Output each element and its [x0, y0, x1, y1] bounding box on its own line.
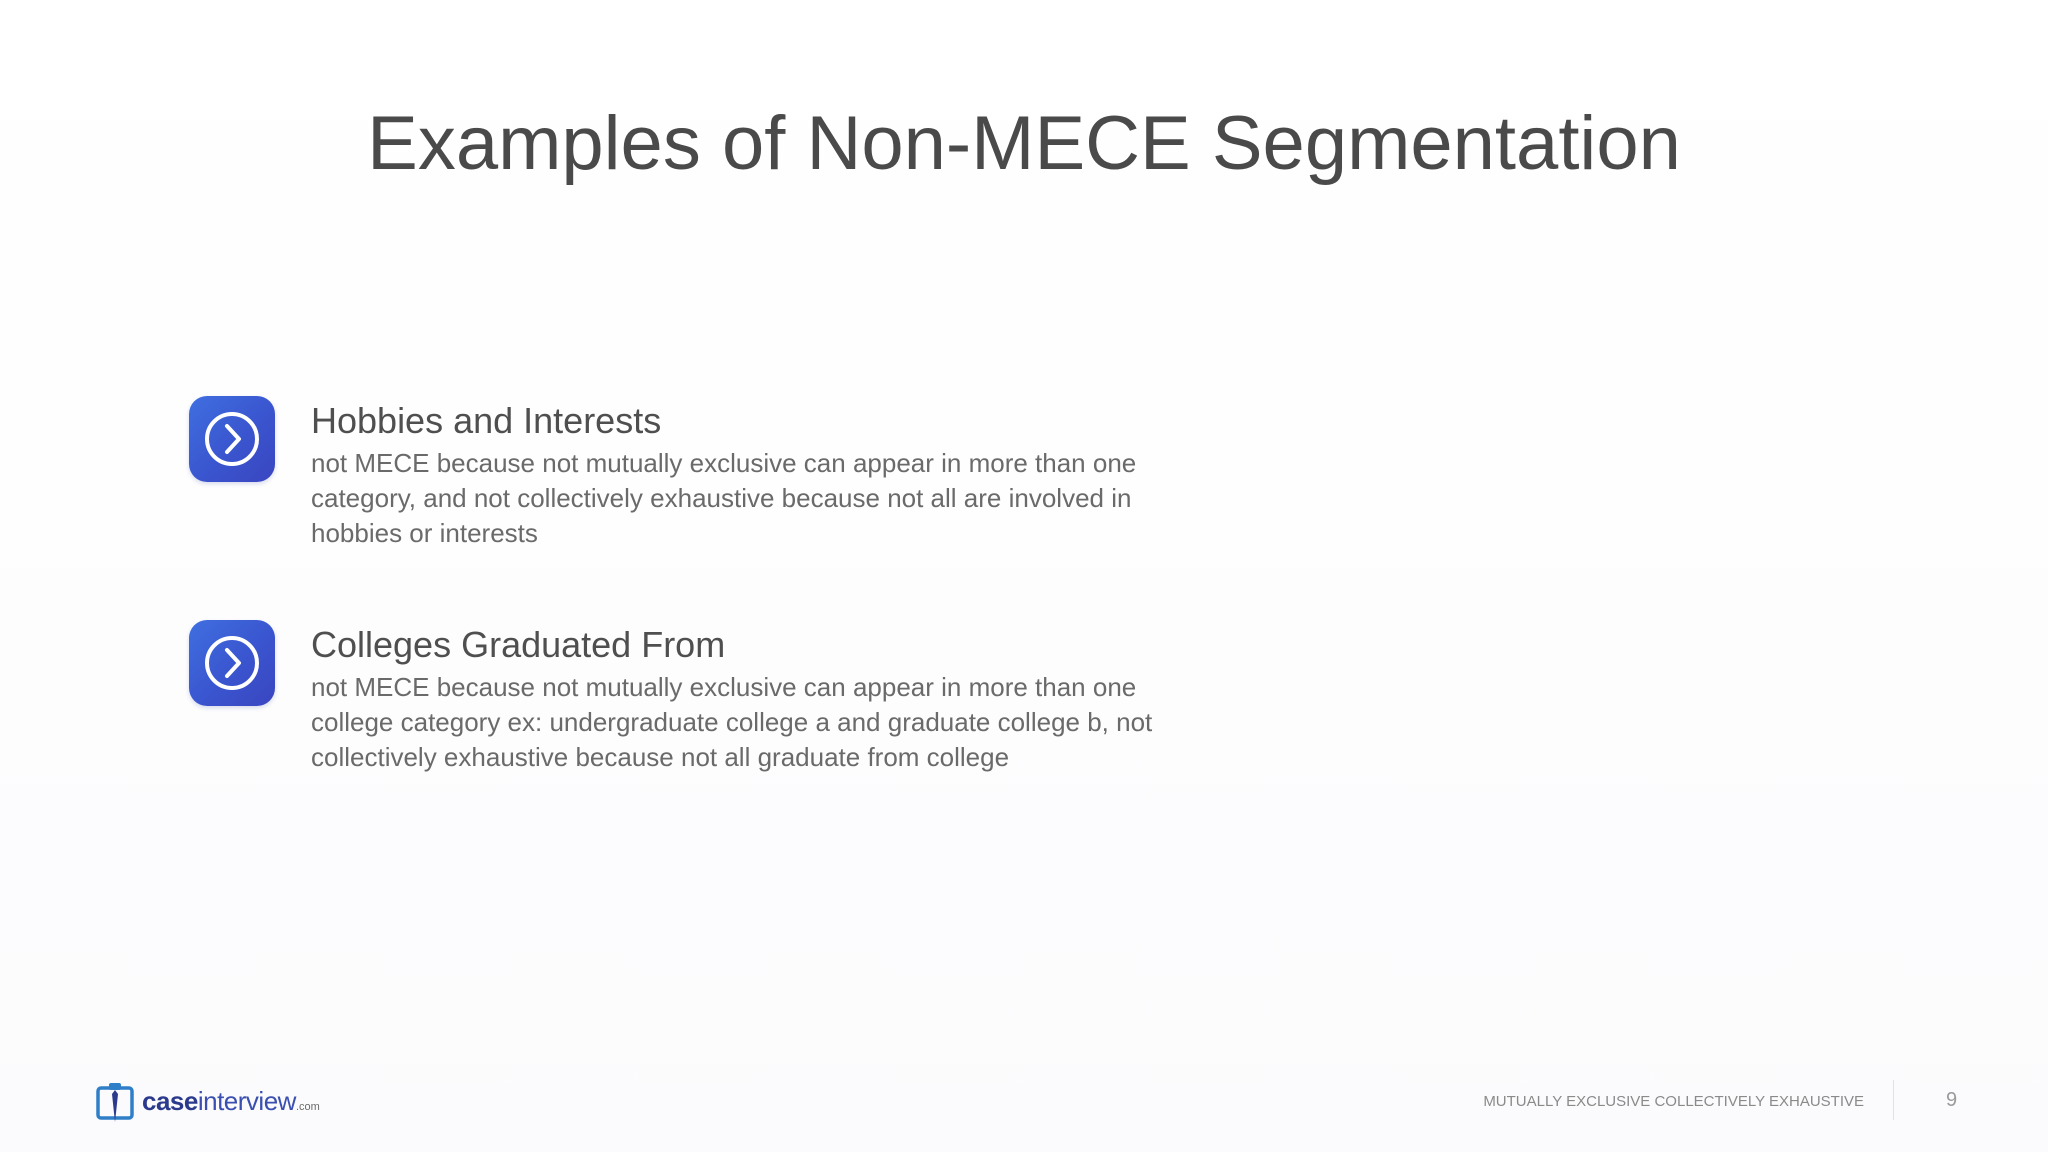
logo-wordmark — [142, 1086, 320, 1117]
logo-com: .com — [295, 1101, 320, 1113]
example-heading: Colleges Graduated From — [311, 624, 726, 665]
chevron-right-circle-icon — [189, 396, 275, 482]
footer-caption: MUTUALLY EXCLUSIVE COLLECTIVELY EXHAUSTIVE — [1483, 1093, 1864, 1110]
caseinterview-logo — [96, 1078, 336, 1126]
logo-case: case — [142, 1086, 198, 1116]
slide-title: Examples of Non-MECE Segmentation — [367, 101, 1681, 186]
example-heading: Hobbies and Interests — [311, 400, 662, 441]
footer-divider — [1893, 1080, 1894, 1120]
example-description: not MECE because not mutually exclusive can appear in more than one category, and not collectively exhaustive because not all are involved in hobbies or interests — [311, 448, 1137, 548]
chevron-right-circle-icon — [189, 620, 275, 706]
logo-interview: interview — [197, 1086, 296, 1116]
example-description: not MECE because not mutually exclusive can appear in more than one college category ex: undergraduate college a and graduate college b, not collectively exhaustive because not all graduate from college — [311, 672, 1153, 772]
clipboard-tie-icon — [96, 1080, 136, 1126]
page-number: 9 — [1946, 1089, 1958, 1111]
